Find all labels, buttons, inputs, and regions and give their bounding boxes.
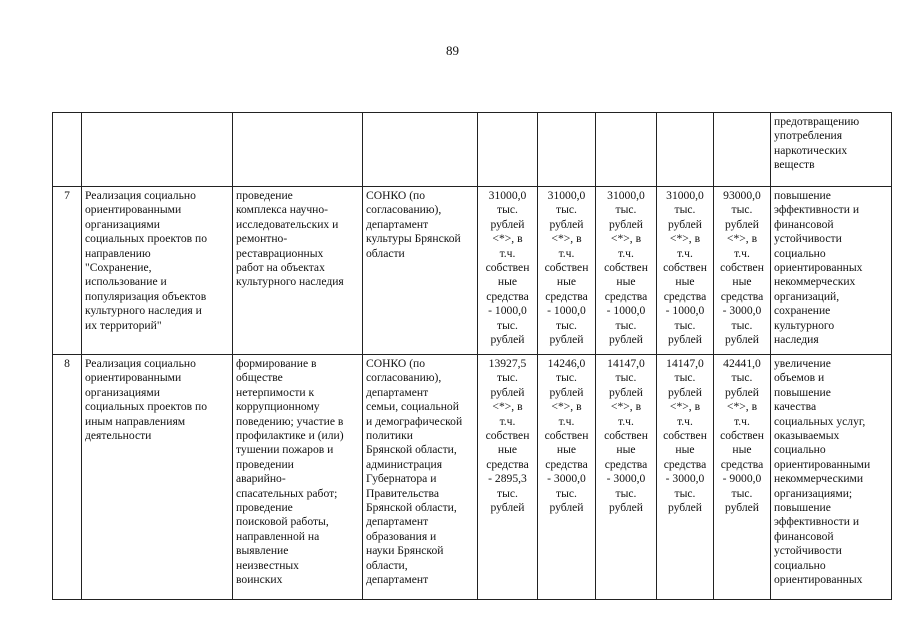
- amount-line: ные: [675, 275, 695, 289]
- amount-cell-1: [478, 355, 538, 600]
- activity-line: культурного наследия: [236, 275, 344, 289]
- effect-cell: [771, 113, 892, 187]
- amount-line: средства: [720, 457, 764, 471]
- amount-line: средства: [545, 457, 588, 471]
- amount-line: <*>, в: [551, 400, 582, 414]
- name-line: их территорий": [85, 318, 162, 332]
- executor-line: Правительства: [366, 486, 439, 500]
- amount-line: <*>, в: [669, 400, 701, 414]
- amount-line: рублей: [549, 217, 584, 231]
- executor-line: департамент: [366, 515, 429, 529]
- amount-line: ные: [556, 443, 577, 457]
- amount-cell-2: [538, 187, 596, 355]
- amount-line: тыс.: [731, 371, 753, 385]
- effect-line: повышение: [774, 501, 831, 515]
- name-line: Реализация социально: [85, 357, 196, 370]
- executor-line: департамент: [366, 385, 429, 399]
- amount-line: тыс.: [615, 371, 637, 385]
- effect-cell: [771, 355, 892, 600]
- effect-line: культурного: [774, 318, 835, 332]
- name-line: направлению: [85, 246, 151, 260]
- amount-line: ные: [675, 443, 695, 457]
- amount-cell-4: [657, 187, 714, 355]
- amount-line: тыс.: [497, 486, 518, 500]
- effect-line: веществ: [774, 158, 815, 172]
- effect-line: эффективности и: [774, 203, 860, 217]
- name-line: социальных проектов по: [85, 400, 208, 414]
- amount-line: средства: [545, 289, 588, 303]
- program-table: [52, 112, 892, 600]
- amount-line: 31000,0: [488, 189, 527, 202]
- effect-line: объемов и: [774, 371, 825, 385]
- effect-line: ориентированными: [774, 457, 871, 471]
- amount-line: собствен: [485, 261, 530, 275]
- amount-line: 93000,0: [723, 189, 761, 202]
- amount-line: 14147,0: [666, 357, 704, 370]
- amount-line: тыс.: [556, 486, 577, 500]
- executor-line: администрация: [366, 457, 443, 471]
- amount-cell-3: [596, 187, 657, 355]
- executor-line: области,: [366, 558, 408, 572]
- effect-line: социально: [774, 246, 826, 260]
- amount-line: рублей: [608, 333, 644, 347]
- amount-line: тыс.: [497, 371, 518, 385]
- amount-line: ные: [616, 275, 636, 289]
- name-cell: [82, 113, 233, 187]
- executor-line: и демографической: [366, 414, 463, 428]
- amount-line: тыс.: [674, 486, 696, 500]
- executor-line: СОНКО (по: [366, 357, 426, 370]
- executor-line: культуры Брянской: [366, 232, 461, 246]
- name-line: ориентированными: [85, 371, 182, 385]
- executor-line: Губернатора и: [366, 472, 437, 486]
- amount-line: - 3000,0: [547, 472, 586, 486]
- executor-cell: [363, 187, 478, 355]
- effect-line: устойчивости: [774, 544, 842, 558]
- name-line: организациями: [85, 385, 160, 399]
- amount-line: рублей: [608, 385, 644, 399]
- amount-line: т.ч.: [558, 246, 575, 260]
- activity-line: исследовательских и: [236, 217, 339, 231]
- amount-line: тыс.: [674, 371, 696, 385]
- amount-line: собствен: [604, 261, 648, 275]
- amount-line: <*>, в: [492, 400, 523, 414]
- amount-line: средства: [486, 289, 529, 303]
- amount-line: тыс.: [731, 318, 753, 332]
- amount-line: собствен: [544, 261, 589, 275]
- effect-line: финансовой: [774, 529, 834, 543]
- amount-line: 14246,0: [547, 357, 586, 370]
- amount-line: тыс.: [497, 203, 518, 217]
- effect-line: оказываемых: [774, 429, 840, 443]
- amount-line: тыс.: [615, 318, 637, 332]
- amount-line: средства: [486, 457, 529, 471]
- effect-line: ориентированных: [774, 261, 863, 275]
- activity-line: реставрационных: [236, 246, 324, 260]
- effect-line: социально: [774, 443, 826, 457]
- amount-cell-total: [714, 355, 771, 600]
- amount-cell-1: [478, 187, 538, 355]
- amount-cell-total: [714, 187, 771, 355]
- amount-line: - 3000,0: [665, 472, 705, 486]
- executor-line: СОНКО (по: [366, 189, 426, 202]
- activity-line: выявление: [236, 544, 289, 558]
- amount-line: - 1000,0: [606, 304, 646, 318]
- amount-line: 13927,5: [488, 357, 527, 370]
- amount-line: рублей: [490, 217, 525, 231]
- executor-line: департамент: [366, 573, 429, 587]
- project-name-cell: [82, 355, 233, 600]
- effect-line: ориентированных: [774, 573, 863, 587]
- activity-line: проведение: [236, 189, 293, 202]
- executor-line: департамент: [366, 217, 429, 231]
- activity-line: проведении: [236, 457, 294, 471]
- table-row: [53, 355, 892, 600]
- name-line: использование и: [85, 275, 167, 289]
- executor-line: согласованию),: [366, 203, 442, 217]
- executor-line: семьи, социальной: [366, 400, 459, 414]
- amount-line: рублей: [490, 385, 525, 399]
- activity-line: аварийно-: [236, 472, 286, 486]
- amount-cell: [657, 113, 714, 187]
- activity-line: направленной на: [236, 529, 320, 543]
- name-line: культурного наследия и: [85, 304, 202, 318]
- amount-line: т.ч.: [558, 414, 575, 428]
- activity-line: обществе: [236, 371, 283, 385]
- amount-line: рублей: [549, 501, 584, 515]
- amount-line: т.ч.: [677, 246, 693, 260]
- amount-cell: [538, 113, 596, 187]
- activity-line: воинских: [236, 573, 283, 587]
- effect-line: увеличение: [774, 357, 831, 370]
- amount-line: собствен: [663, 429, 707, 443]
- amount-line: 31000,0: [607, 189, 645, 202]
- effect-line: устойчивости: [774, 232, 842, 246]
- name-line: Реализация социально: [85, 189, 196, 202]
- amount-line: <*>, в: [726, 232, 758, 246]
- amount-line: ные: [732, 275, 752, 289]
- amount-line: тыс.: [731, 486, 753, 500]
- amount-line: 14147,0: [607, 357, 645, 370]
- amount-line: - 9000,0: [722, 472, 762, 486]
- effect-cell: [771, 187, 892, 355]
- name-line: популяризация объектов: [85, 289, 207, 303]
- amount-line: <*>, в: [610, 232, 642, 246]
- amount-line: собствен: [720, 429, 764, 443]
- activity-line: формирование в: [236, 357, 317, 370]
- amount-line: тыс.: [731, 203, 753, 217]
- amount-line: средства: [663, 289, 707, 303]
- activity-line: тушении пожаров и: [236, 443, 334, 457]
- amount-line: тыс.: [674, 203, 696, 217]
- activity-line: коррупционному: [236, 400, 320, 414]
- effect-line: финансовой: [774, 217, 834, 231]
- amount-line: рублей: [490, 501, 525, 515]
- activity-line: ремонтно-: [236, 232, 288, 246]
- project-name-cell: [82, 187, 233, 355]
- amount-line: ные: [732, 443, 752, 457]
- activity-cell: [233, 355, 363, 600]
- amount-line: рублей: [549, 333, 584, 347]
- activity-line: проведение: [236, 501, 293, 515]
- amount-line: собствен: [604, 429, 648, 443]
- amount-line: рублей: [667, 385, 703, 399]
- amount-line: тыс.: [674, 318, 696, 332]
- amount-cell-3: [596, 355, 657, 600]
- name-line: деятельности: [85, 429, 152, 443]
- amount-line: собствен: [720, 261, 764, 275]
- amount-line: рублей: [724, 217, 760, 231]
- amount-line: тыс.: [615, 203, 637, 217]
- amount-line: тыс.: [556, 203, 577, 217]
- amount-line: ные: [556, 275, 577, 289]
- executor-line: согласованию),: [366, 371, 442, 385]
- executor-cell: [363, 113, 478, 187]
- amount-line: 31000,0: [547, 189, 586, 202]
- activity-line: неизвестных: [236, 558, 299, 572]
- effect-line: организациями;: [774, 486, 853, 500]
- amount-line: 31000,0: [666, 189, 704, 202]
- amount-line: собствен: [485, 429, 530, 443]
- effect-line: качества: [774, 400, 817, 414]
- amount-line: рублей: [667, 501, 703, 515]
- executor-line: политики: [366, 429, 413, 443]
- amount-line: - 1000,0: [665, 304, 705, 318]
- executor-line: области: [366, 246, 405, 260]
- name-line: организациями: [85, 217, 160, 231]
- amount-cell-2: [538, 355, 596, 600]
- activity-line: работ на объектах: [236, 261, 325, 275]
- amount-line: - 1000,0: [488, 304, 527, 318]
- amount-line: собствен: [663, 261, 707, 275]
- effect-line: повышение: [774, 385, 831, 399]
- table-row: [53, 187, 892, 355]
- amount-line: рублей: [549, 385, 584, 399]
- amount-line: средства: [663, 457, 707, 471]
- name-line: "Сохранение,: [85, 261, 152, 275]
- amount-line: 42441,0: [723, 357, 761, 370]
- amount-line: ные: [497, 443, 518, 457]
- row-number: 8: [53, 355, 82, 600]
- amount-line: рублей: [724, 385, 760, 399]
- amount-cell: [714, 113, 771, 187]
- amount-line: <*>, в: [492, 232, 523, 246]
- effect-line: некоммерческих: [774, 275, 856, 289]
- amount-line: ные: [616, 443, 636, 457]
- amount-line: т.ч.: [677, 414, 693, 428]
- amount-line: <*>, в: [726, 400, 758, 414]
- executor-line: науки Брянской: [366, 544, 444, 558]
- effect-line: социальных услуг,: [774, 414, 866, 428]
- effect-line: наследия: [774, 333, 819, 347]
- page-number: 89: [446, 43, 459, 58]
- amount-line: рублей: [608, 501, 644, 515]
- amount-line: ные: [497, 275, 518, 289]
- amount-line: средства: [604, 457, 648, 471]
- amount-line: рублей: [608, 217, 644, 231]
- name-line: социальных проектов по: [85, 232, 208, 246]
- amount-line: - 3000,0: [606, 472, 646, 486]
- effect-line: предотвращению: [774, 115, 860, 128]
- effect-line: эффективности и: [774, 515, 860, 529]
- activity-line: комплекса научно-: [236, 203, 329, 217]
- amount-line: т.ч.: [734, 246, 750, 260]
- name-line: ориентированными: [85, 203, 182, 217]
- amount-line: рублей: [724, 501, 760, 515]
- amount-line: т.ч.: [499, 414, 516, 428]
- row-number: 7: [53, 187, 82, 355]
- effect-line: повышение: [774, 189, 831, 202]
- executor-line: образования и: [366, 529, 437, 543]
- amount-line: - 3000,0: [722, 304, 762, 318]
- effect-line: употребления: [774, 129, 843, 143]
- activity-cell: [233, 113, 363, 187]
- activity-cell: [233, 187, 363, 355]
- amount-line: рублей: [490, 333, 525, 347]
- name-line: иным направлениям: [85, 414, 186, 428]
- amount-line: тыс.: [556, 371, 577, 385]
- amount-line: рублей: [667, 333, 703, 347]
- executor-cell: [363, 355, 478, 600]
- activity-line: нетерпимости к: [236, 385, 315, 399]
- amount-cell: [596, 113, 657, 187]
- amount-line: <*>, в: [551, 232, 582, 246]
- effect-line: некоммерческими: [774, 472, 864, 486]
- num-cell: [53, 113, 82, 187]
- amount-line: - 2895,3: [488, 472, 527, 486]
- amount-line: т.ч.: [618, 246, 634, 260]
- amount-line: тыс.: [615, 486, 637, 500]
- continuation-row: [53, 113, 892, 187]
- effect-line: социально: [774, 558, 826, 572]
- amount-line: рублей: [724, 333, 760, 347]
- effect-line: сохранение: [774, 304, 831, 318]
- activity-line: поисковой работы,: [236, 515, 329, 529]
- amount-line: <*>, в: [669, 232, 701, 246]
- amount-line: т.ч.: [734, 414, 750, 428]
- amount-line: <*>, в: [610, 400, 642, 414]
- amount-line: т.ч.: [499, 246, 516, 260]
- amount-cell: [478, 113, 538, 187]
- amount-line: рублей: [667, 217, 703, 231]
- amount-line: собствен: [544, 429, 589, 443]
- amount-cell-4: [657, 355, 714, 600]
- amount-line: т.ч.: [618, 414, 634, 428]
- amount-line: тыс.: [556, 318, 577, 332]
- executor-line: Брянской области,: [366, 501, 457, 515]
- activity-line: поведению; участие в: [236, 414, 344, 428]
- effect-line: наркотических: [774, 143, 848, 157]
- effect-line: организаций,: [774, 289, 840, 303]
- amount-line: - 1000,0: [547, 304, 586, 318]
- activity-line: спасательных работ;: [236, 486, 338, 500]
- amount-line: средства: [720, 289, 764, 303]
- amount-line: тыс.: [497, 318, 518, 332]
- activity-line: профилактике и (или): [236, 429, 344, 443]
- executor-line: Брянской области,: [366, 443, 457, 457]
- amount-line: средства: [604, 289, 648, 303]
